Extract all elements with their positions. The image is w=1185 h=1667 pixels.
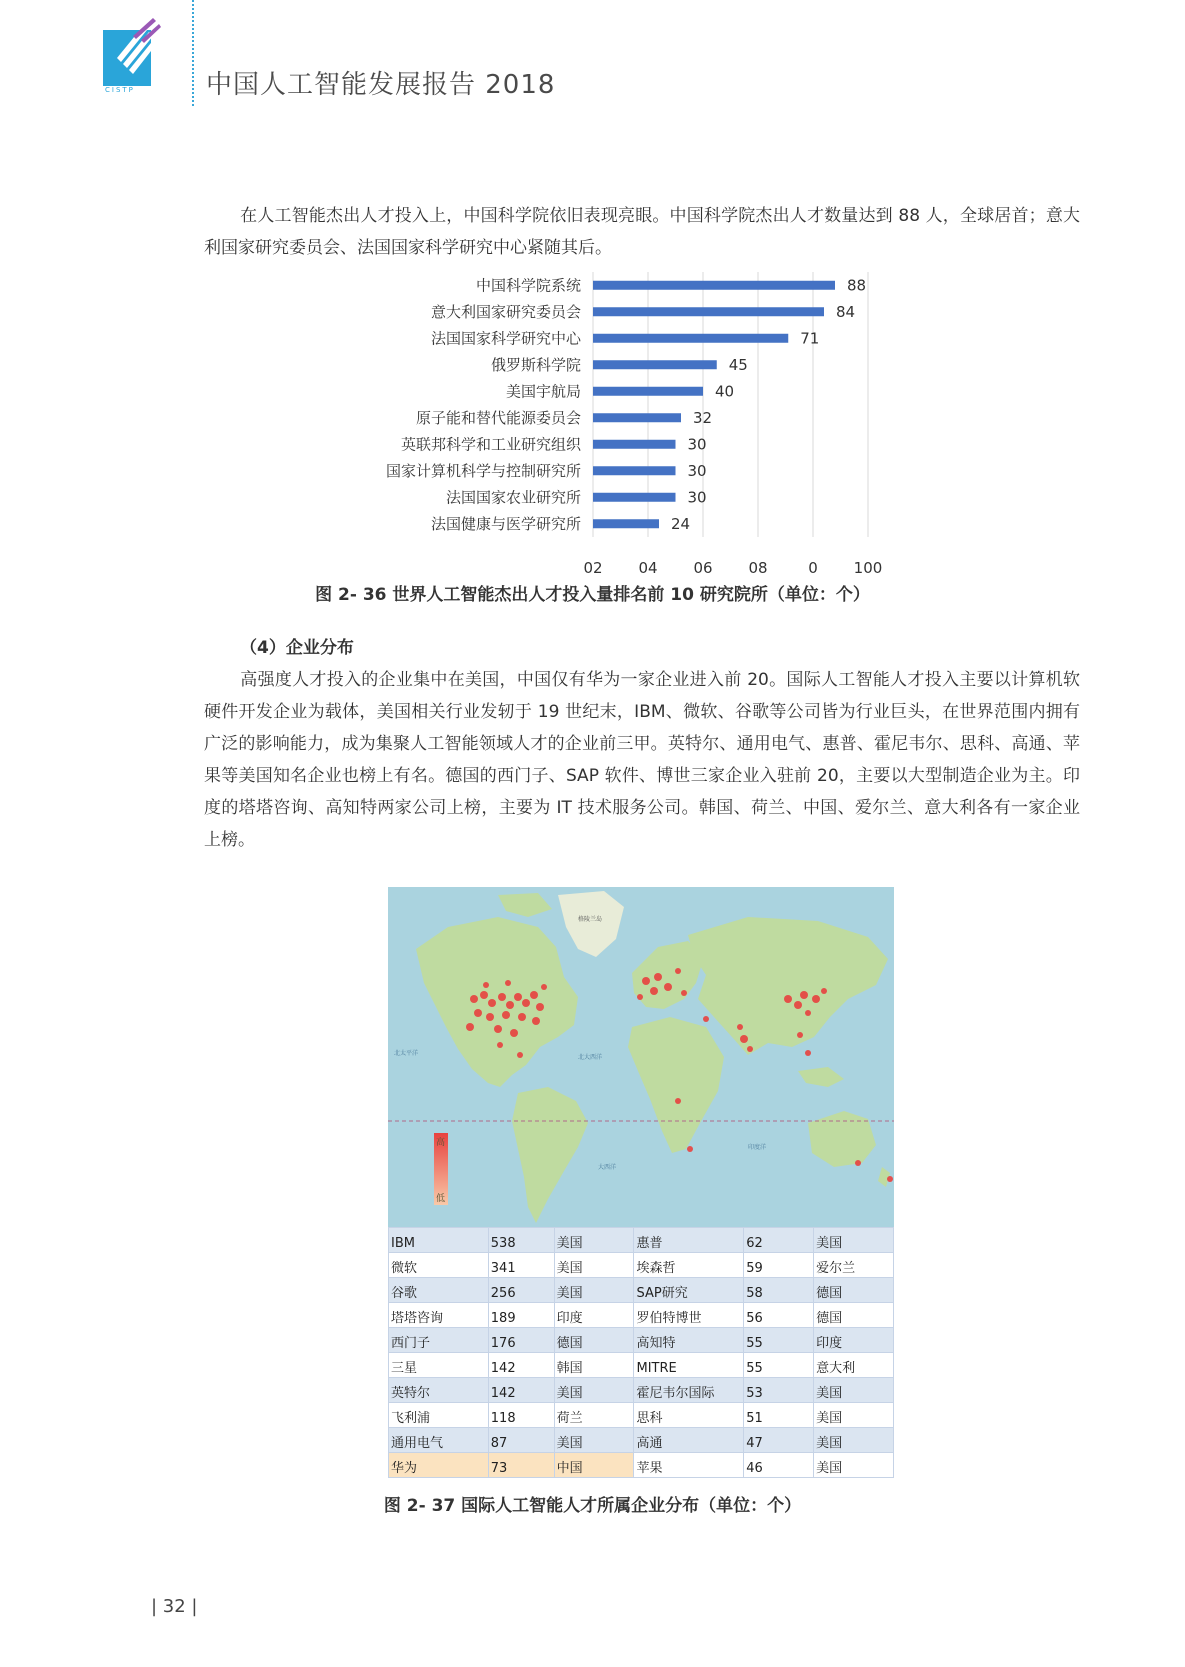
south-atlantic-label: 大西洋 (598, 1164, 617, 1171)
table-row (389, 1228, 894, 1253)
chart-x-tick-label: 04 (638, 559, 658, 577)
marker (812, 995, 820, 1003)
marker (518, 1013, 526, 1021)
chart-x-tick-label: 08 (748, 559, 768, 577)
table-cell: 意大利 (814, 1353, 894, 1378)
table-cell: 思科 (634, 1403, 744, 1428)
table-cell: 62 (744, 1228, 814, 1253)
marker (470, 995, 478, 1003)
table-cell: 47 (744, 1428, 814, 1453)
table-cell: 惠普 (634, 1228, 744, 1253)
table-cell: 341 (488, 1253, 554, 1278)
marker (505, 980, 511, 986)
chart-category-label: 俄罗斯科学院 (490, 355, 581, 374)
table-cell: 46 (744, 1453, 814, 1478)
section-subheading: （4）企业分布 (240, 638, 354, 658)
world-map (388, 887, 894, 1227)
marker (522, 999, 530, 1007)
table-cell: 87 (488, 1428, 554, 1453)
chart-bar (593, 307, 824, 316)
header-divider (192, 0, 194, 106)
marker (664, 983, 672, 991)
table-cell: 微软 (389, 1253, 489, 1278)
chart-bar (593, 281, 835, 290)
table-cell: 51 (744, 1403, 814, 1428)
table-cell: 塔塔咨询 (389, 1303, 489, 1328)
table-cell: 142 (488, 1378, 554, 1403)
marker (887, 1176, 893, 1182)
chart-value-label: 88 (847, 276, 867, 295)
paragraph-talent (204, 200, 1080, 264)
table-cell: 美国 (554, 1428, 634, 1453)
table-row (389, 1453, 894, 1478)
table-cell: 霍尼韦尔国际 (634, 1378, 744, 1403)
table-row (389, 1278, 894, 1303)
table-cell: 印度 (554, 1303, 634, 1328)
cistp-logo (103, 18, 161, 94)
marker (480, 991, 488, 999)
chart-category-label: 国家计算机科学与控制研究所 (385, 461, 581, 480)
marker (494, 1025, 502, 1033)
marker (497, 1042, 503, 1048)
marker (488, 999, 496, 1007)
chart-bar (593, 440, 676, 449)
table-cell: 189 (488, 1303, 554, 1328)
table-cell: 中国 (554, 1453, 634, 1478)
table-cell: 苹果 (634, 1453, 744, 1478)
marker (474, 1009, 482, 1017)
chart-value-label: 40 (715, 382, 735, 401)
table-cell: 142 (488, 1353, 554, 1378)
figure-caption-2-37: 图 2- 37 国际人工智能人才所属企业分布（单位：个） (383, 1496, 802, 1516)
chart-value-label: 84 (836, 302, 856, 321)
institutes-bar-chart-svg (340, 272, 920, 577)
paragraph-enterprise-text: 高强度人才投入的企业集中在美国，中国仅有华为一家企业进入前 20。国际人工智能人才投入主要以计算机软硬件开发企业为载体，美国相关行业发轫于 19 世纪末，IBM、微软、谷歌等公司皆为行业巨头，在世界范围内拥有广泛的影响能力，成为集聚人工智能领域人才的企业前三甲。英特尔、通用电气、惠普、霍尼韦尔、思科、高通、苹果等美国知名企业也榜上有名。德国的西门子、SAP 软件、博世三家企业入驻前 20，主要以大型制造企业为主。印度的塔塔咨询、高知特两家公司上榜，主要为 IT 技术服务公司。韩国、荷兰、中国、爱尔兰、意大利各有一家企业上榜。 (204, 670, 1080, 850)
chart-bar (593, 519, 659, 528)
marker (654, 973, 662, 981)
marker (800, 991, 808, 999)
marker (681, 990, 687, 996)
table-cell: 韩国 (554, 1353, 634, 1378)
atlantic-label: 北大西洋 (578, 1054, 603, 1061)
chart-x-tick-label: 0 (808, 559, 818, 577)
chart-category-label: 意大利国家研究委员会 (430, 302, 581, 321)
institutes-bar-chart (340, 272, 920, 577)
chart-x-tick-label: 100 (853, 559, 883, 577)
page-number: | 32 | (151, 1596, 198, 1617)
marker (502, 1011, 510, 1019)
table-cell: 谷歌 (389, 1278, 489, 1303)
chart-value-label: 45 (728, 355, 748, 374)
marker (536, 1003, 544, 1011)
table-cell: 英特尔 (389, 1378, 489, 1403)
company-table (388, 1227, 894, 1478)
marker (797, 1032, 803, 1038)
table-cell: 三星 (389, 1353, 489, 1378)
table-cell: 德国 (554, 1328, 634, 1353)
table-cell: 美国 (554, 1253, 634, 1278)
chart-bar (593, 413, 681, 422)
chart-value-label: 32 (693, 408, 713, 427)
table-row (389, 1303, 894, 1328)
table-row (389, 1378, 894, 1403)
legend-high-label: 高 (436, 1138, 446, 1148)
chart-bar (593, 466, 676, 475)
marker (483, 982, 489, 988)
table-row (389, 1353, 894, 1378)
marker (687, 1146, 693, 1152)
table-cell: 罗伯特博世 (634, 1303, 744, 1328)
world-map-svg (388, 887, 894, 1227)
marker (794, 1001, 802, 1009)
figure-caption-2-36: 图 2- 36 世界人工智能杰出人才投入量排名前 10 研究院所（单位：个） (315, 585, 870, 605)
chart-category-label: 法国国家农业研究所 (445, 488, 581, 507)
table-cell: 飞利浦 (389, 1403, 489, 1428)
table-cell: 55 (744, 1328, 814, 1353)
table-cell: 美国 (814, 1428, 894, 1453)
greenland-label: 格陵兰岛 (578, 916, 603, 923)
table-cell: IBM (389, 1228, 489, 1253)
marker (541, 984, 547, 990)
table-cell: 538 (488, 1228, 554, 1253)
table-cell: 荷兰 (554, 1403, 634, 1428)
table-cell: 58 (744, 1278, 814, 1303)
chart-category-label: 原子能和替代能源委员会 (415, 408, 581, 427)
table-cell: SAP研究 (634, 1278, 744, 1303)
marker (740, 1035, 748, 1043)
table-cell: 德国 (814, 1303, 894, 1328)
table-cell: 73 (488, 1453, 554, 1478)
marker (805, 1010, 811, 1016)
paragraph-enterprise (204, 664, 1080, 856)
marker (466, 1023, 474, 1031)
company-table-wrap (388, 1227, 894, 1478)
chart-bar (593, 334, 788, 343)
chart-category-label: 英联邦科学和工业研究组织 (400, 435, 581, 454)
marker (737, 1024, 743, 1030)
marker (510, 1029, 518, 1037)
chart-category-label: 美国宇航局 (505, 382, 581, 401)
marker (675, 968, 681, 974)
table-cell: 176 (488, 1328, 554, 1353)
chart-x-tick-label: 02 (583, 559, 603, 577)
marker (514, 993, 522, 1001)
table-cell: 美国 (814, 1453, 894, 1478)
table-cell: 256 (488, 1278, 554, 1303)
svg-text:CISTP: CISTP (105, 86, 135, 94)
table-cell: 美国 (554, 1228, 634, 1253)
marker (486, 1013, 494, 1021)
table-cell: 高知特 (634, 1328, 744, 1353)
marker (703, 1016, 709, 1022)
table-cell: 美国 (554, 1378, 634, 1403)
paragraph-talent-text: 在人工智能杰出人才投入上，中国科学院依旧表现亮眼。中国科学院杰出人才数量达到 88 人，全球居首；意大利国家研究委员会、法国国家科学研究中心紧随其后。 (204, 206, 1080, 258)
table-cell: 55 (744, 1353, 814, 1378)
table-cell: 美国 (554, 1278, 634, 1303)
table-row (389, 1403, 894, 1428)
table-row (389, 1328, 894, 1353)
table-cell: 56 (744, 1303, 814, 1328)
chart-category-label: 中国科学院系统 (475, 276, 581, 295)
header-title: 中国人工智能发展报告 2018 (206, 70, 556, 100)
table-cell: 118 (488, 1403, 554, 1428)
chart-category-label: 法国健康与医学研究所 (430, 514, 581, 533)
chart-bar (593, 387, 703, 396)
indian-ocean-label: 印度洋 (748, 1144, 767, 1151)
marker (498, 993, 506, 1001)
table-cell: 华为 (389, 1453, 489, 1478)
table-cell: 高通 (634, 1428, 744, 1453)
marker (530, 991, 538, 999)
marker (650, 987, 658, 995)
table-cell: 美国 (814, 1378, 894, 1403)
chart-value-label: 71 (800, 329, 820, 348)
chart-value-label: 24 (671, 514, 691, 533)
table-row (389, 1253, 894, 1278)
marker (747, 1046, 753, 1052)
chart-value-label: 30 (687, 461, 707, 480)
chart-bar (593, 493, 676, 502)
table-cell: 通用电气 (389, 1428, 489, 1453)
marker (805, 1050, 811, 1056)
marker (675, 1098, 681, 1104)
marker (517, 1052, 523, 1058)
marker (784, 995, 792, 1003)
marker (637, 994, 643, 1000)
table-cell: 西门子 (389, 1328, 489, 1353)
chart-value-label: 30 (687, 435, 707, 454)
table-cell: 59 (744, 1253, 814, 1278)
table-cell: 印度 (814, 1328, 894, 1353)
marker (506, 1001, 514, 1009)
chart-category-label: 法国国家科学研究中心 (430, 329, 581, 348)
chart-bar (593, 360, 717, 369)
marker (855, 1160, 861, 1166)
table-cell: 埃森哲 (634, 1253, 744, 1278)
table-cell: 美国 (814, 1228, 894, 1253)
pacific-label: 北太平洋 (394, 1050, 419, 1057)
table-cell: 德国 (814, 1278, 894, 1303)
chart-x-tick-label: 06 (693, 559, 713, 577)
legend-low-label: 低 (436, 1194, 446, 1204)
table-cell: 美国 (814, 1403, 894, 1428)
table-cell: MITRE (634, 1353, 744, 1378)
marker (821, 988, 827, 994)
marker (642, 977, 650, 985)
table-row (389, 1428, 894, 1453)
marker (532, 1017, 540, 1025)
chart-value-label: 30 (687, 488, 707, 507)
table-cell: 53 (744, 1378, 814, 1403)
table-cell: 爱尔兰 (814, 1253, 894, 1278)
